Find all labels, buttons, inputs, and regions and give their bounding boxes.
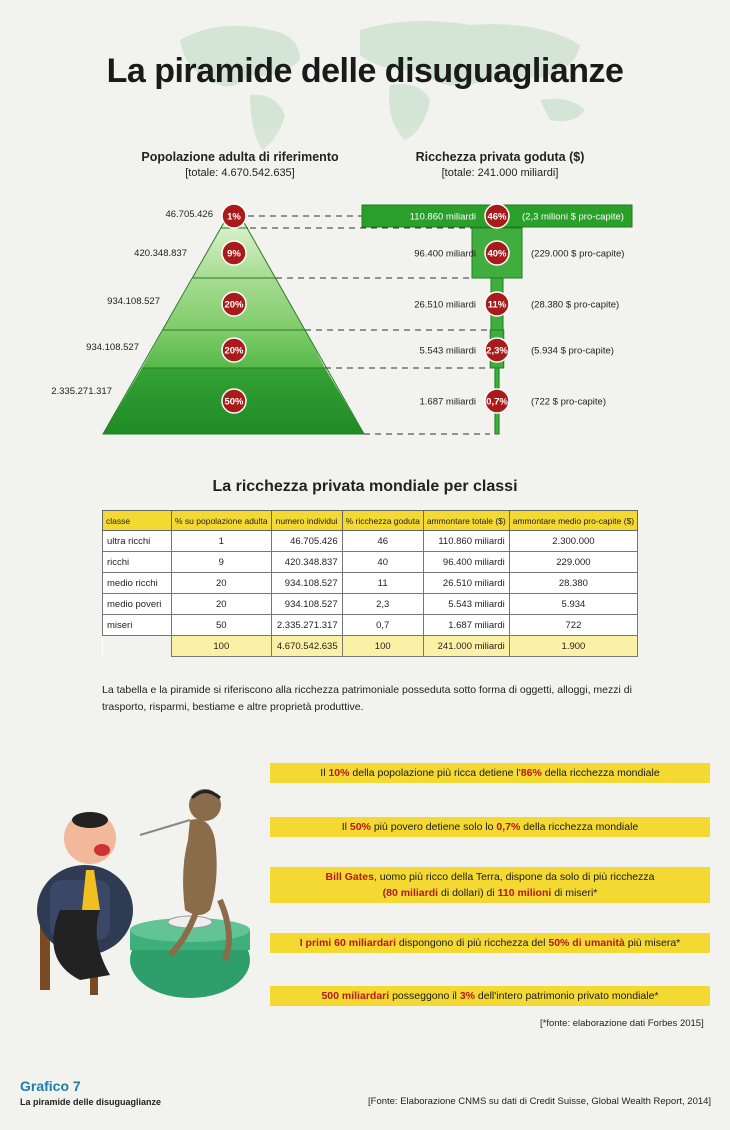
- graph-number: Grafico 7: [20, 1078, 81, 1094]
- wealth-header-total: [totale: 241.000 miliardi]: [441, 167, 559, 179]
- table-cell: ultra ricchi: [103, 531, 172, 552]
- wealth-pct-label: 40%: [487, 248, 507, 260]
- table-cell: 934.108.527: [271, 594, 342, 615]
- table-cell: medio ricchi: [103, 573, 172, 594]
- table-row: [103, 594, 638, 615]
- population-pct-label: 9%: [227, 248, 241, 260]
- table-cell: 46.705.426: [271, 531, 342, 552]
- table-cell: 4.670.542.635: [271, 636, 342, 657]
- table-cell: 0,7: [342, 615, 423, 636]
- wealth-value-label: 110.860 miliardi: [409, 211, 476, 223]
- table-cell: 1.687 miliardi: [423, 615, 509, 636]
- table-total-row: [103, 636, 638, 657]
- population-label: 934.108.527: [107, 296, 160, 307]
- table-cell: 96.400 miliardi: [423, 552, 509, 573]
- table-cell: 20: [172, 594, 272, 615]
- table-cell: 1: [172, 531, 272, 552]
- table-row: [103, 531, 638, 552]
- table-cell: 100: [172, 636, 272, 657]
- per-capita-label: (2,3 milioni $ pro-capite): [522, 211, 624, 223]
- population-pct-label: 20%: [224, 299, 244, 311]
- table-cell: 2.335.271.317: [271, 615, 342, 636]
- wealth-pct-label: 46%: [487, 211, 507, 223]
- table-cell: 46: [342, 531, 423, 552]
- fact-banner: Bill Gates, uomo più ricco della Terra, dispone da solo di più ricchezza (80 miliardi di dollari) di 110 milioni di miseri*: [270, 867, 710, 903]
- per-capita-label: (5.934 $ pro-capite): [531, 345, 614, 357]
- column-header: numero individui: [271, 511, 342, 531]
- main-source: [Fonte: Elaborazione CNMS su dati di Credit Suisse, Global Wealth Report, 2014]: [368, 1096, 712, 1107]
- table-cell: 26.510 miliardi: [423, 573, 509, 594]
- wealth-value-label: 1.687 miliardi: [419, 396, 476, 408]
- wealth-header-title: Ricchezza privata goduta ($): [415, 150, 585, 164]
- per-capita-label: (722 $ pro-capite): [531, 396, 606, 408]
- column-header: ammontare medio pro-capite ($): [509, 511, 637, 531]
- column-header: % su popolazione adulta: [172, 511, 272, 531]
- wealth-pct-label: 0,7%: [486, 396, 508, 408]
- table-cell: 40: [342, 552, 423, 573]
- graph-caption: La piramide delle disuguaglianze: [20, 1097, 162, 1107]
- pyramid-chart: [0, 0, 730, 460]
- table-cell: 100: [342, 636, 423, 657]
- table-cell: 20: [172, 573, 272, 594]
- population-label: 2.335.271.317: [51, 386, 112, 397]
- population-pct-label: 50%: [224, 396, 244, 408]
- table-row: [103, 615, 638, 636]
- table-cell: 1.900: [509, 636, 637, 657]
- wealth-value-label: 96.400 miliardi: [414, 248, 476, 260]
- population-pct-label: 20%: [224, 345, 244, 357]
- population-label: 420.348.837: [134, 248, 187, 259]
- per-capita-label: (28.380 $ pro-capite): [531, 299, 620, 311]
- table-cell: 5.934: [509, 594, 637, 615]
- fact-banner: I primi 60 miliardari dispongono di più ricchezza del 50% di umanità più misera*: [270, 933, 710, 953]
- table-cell: medio poveri: [103, 594, 172, 615]
- population-header-total: [totale: 4.670.542.635]: [185, 167, 295, 179]
- column-header: classe: [103, 511, 172, 531]
- forbes-source: [*fonte: elaborazione dati Forbes 2015]: [540, 1018, 704, 1029]
- table-row: [103, 573, 638, 594]
- table-cell: 50: [172, 615, 272, 636]
- population-label: 46.705.426: [165, 209, 213, 220]
- population-pct-label: 1%: [227, 211, 241, 223]
- table-cell: 2.300.000: [509, 531, 637, 552]
- table-cell: 420.348.837: [271, 552, 342, 573]
- page-title: La piramide delle disuguaglianze: [106, 52, 624, 90]
- table-cell: ricchi: [103, 552, 172, 573]
- table-cell: 11: [342, 573, 423, 594]
- fact-banner: Il 50% più povero detiene solo lo 0,7% della ricchezza mondiale: [270, 817, 710, 837]
- table-cell: 2,3: [342, 594, 423, 615]
- wealth-value-label: 5.543 miliardi: [419, 345, 476, 357]
- fact-banner: 500 miliardari posseggono il 3% dell'intero patrimonio privato mondiale*: [270, 986, 710, 1006]
- table-cell: 934.108.527: [271, 573, 342, 594]
- per-capita-label: (229.000 $ pro-capite): [531, 248, 625, 260]
- table-cell: 28.380: [509, 573, 637, 594]
- wealth-pct-label: 11%: [487, 299, 507, 311]
- wealth-pct-label: 2,3%: [486, 345, 508, 357]
- table-cell: 9: [172, 552, 272, 573]
- cartoon-illustration: [20, 760, 260, 1010]
- fact-banner: Il 10% della popolazione più ricca detiene l'86% della ricchezza mondiale: [270, 763, 710, 783]
- table-cell: miseri: [103, 615, 172, 636]
- table-cell: 241.000 miliardi: [423, 636, 509, 657]
- wealth-value-label: 26.510 miliardi: [414, 299, 476, 311]
- table-title: La ricchezza privata mondiale per classi: [212, 478, 518, 495]
- table-row: [103, 552, 638, 573]
- table-cell: 229.000: [509, 552, 637, 573]
- table-note: La tabella e la piramide si riferiscono alla ricchezza patrimoniale posseduta sotto forma di oggetti, alloggi, mezzi di trasporto, risparmi, bestiame e altre proprietà produttive.: [102, 684, 632, 713]
- population-label: 934.108.527: [86, 342, 139, 353]
- column-header: ammontare totale ($): [423, 511, 509, 531]
- table-cell: 110.860 miliardi: [423, 531, 509, 552]
- population-header-title: Popolazione adulta di riferimento: [141, 150, 339, 164]
- wealth-table: [102, 510, 638, 657]
- table-header-row: [103, 511, 638, 531]
- column-header: % ricchezza goduta: [342, 511, 423, 531]
- table-cell: 5.543 miliardi: [423, 594, 509, 615]
- table-cell: 722: [509, 615, 637, 636]
